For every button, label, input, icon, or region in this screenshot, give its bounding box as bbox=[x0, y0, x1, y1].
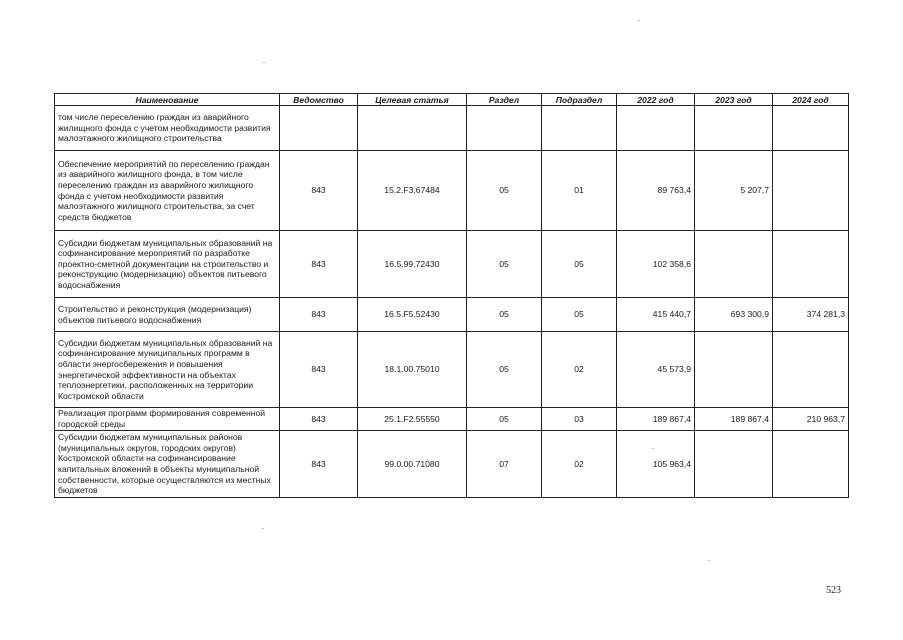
cell-2022: 415 440,7 bbox=[617, 298, 695, 332]
table-row bbox=[55, 231, 849, 298]
cell-subsection: 03 bbox=[542, 408, 617, 431]
cell-section bbox=[467, 106, 542, 151]
cell-2023 bbox=[695, 431, 773, 498]
column-header-vedomstvo: Ведомство bbox=[280, 94, 358, 106]
cell-2022 bbox=[617, 106, 695, 151]
cell-section: 05 bbox=[467, 408, 542, 431]
cell-target-article: 16.5.99.72430 bbox=[358, 231, 467, 298]
budget-table bbox=[54, 93, 849, 498]
cell-vedomstvo bbox=[280, 106, 358, 151]
cell-section: 07 bbox=[467, 431, 542, 498]
column-header-subsection: Подраздел bbox=[542, 94, 617, 106]
cell-vedomstvo: 843 bbox=[280, 231, 358, 298]
cell-subsection: 02 bbox=[542, 332, 617, 408]
cell-2022: 89 763,4 bbox=[617, 151, 695, 231]
table-row bbox=[55, 431, 849, 498]
column-header-target-article: Целевая статья bbox=[358, 94, 467, 106]
cell-2022: 189 867,4 bbox=[617, 408, 695, 431]
cell-name: Субсидии бюджетам муниципальных районов (муниципальных округов, городских округов) Костромской области на софинансирование капитальных вложений в объекты муниципальной собственности, которые осуществляются из местных бюджетов bbox=[55, 431, 280, 498]
cell-2024: 374 281,3 bbox=[773, 298, 849, 332]
cell-name: Субсидии бюджетам муниципальных образований на софинансирование мероприятий по разработке проектно-сметной документации на строительство и реконструкцию (модернизацию) объектов питьевого водоснабжения bbox=[55, 231, 280, 298]
cell-2024 bbox=[773, 106, 849, 151]
cell-2022: 102 358,6 bbox=[617, 231, 695, 298]
table-row bbox=[55, 106, 849, 151]
scan-speck bbox=[708, 560, 710, 561]
cell-2023: 693 300,9 bbox=[695, 298, 773, 332]
column-header-section: Раздел bbox=[467, 94, 542, 106]
cell-target-article: 15.2.F3.67484 bbox=[358, 151, 467, 231]
cell-2024 bbox=[773, 151, 849, 231]
cell-2023 bbox=[695, 231, 773, 298]
cell-name: Строительство и реконструкция (модернизация) объектов питьевого водоснабжения bbox=[55, 298, 280, 332]
cell-target-article: 18.1.00.75010 bbox=[358, 332, 467, 408]
cell-target-article: 99.0.00.71080 bbox=[358, 431, 467, 498]
cell-vedomstvo: 843 bbox=[280, 408, 358, 431]
column-header-2023: 2023 год bbox=[695, 94, 773, 106]
cell-vedomstvo: 843 bbox=[280, 151, 358, 231]
cell-name: том числе переселению граждан из аварийного жилищного фонда с учетом необходимости развития малоэтажного жилищного строительства bbox=[55, 106, 280, 151]
cell-subsection: 01 bbox=[542, 151, 617, 231]
cell-2024 bbox=[773, 231, 849, 298]
cell-vedomstvo: 843 bbox=[280, 332, 358, 408]
table-row bbox=[55, 408, 849, 431]
cell-name: Обеспечение мероприятий по переселению граждан из аварийного жилищного фонда, в том числе переселению граждан из аварийного жилищного фонда с учетом необходимости развития малоэтажного жилищного строительства, за счет средств бюджетов bbox=[55, 151, 280, 231]
table-header-row bbox=[55, 94, 849, 106]
column-header-2022: 2022 год bbox=[617, 94, 695, 106]
cell-name: Реализация программ формирования современной городской среды bbox=[55, 408, 280, 431]
cell-name: Субсидии бюджетам муниципальных образований на софинансирование муниципальных программ в области энергосбережения и повышения энергетической эффективности на объектах теплоэнергетики, расположенных на территории Костромской области bbox=[55, 332, 280, 408]
cell-2023: 5 207,7 bbox=[695, 151, 773, 231]
cell-vedomstvo: 843 bbox=[280, 298, 358, 332]
column-header-name: Наименование bbox=[55, 94, 280, 106]
cell-section: 05 bbox=[467, 151, 542, 231]
cell-target-article bbox=[358, 106, 467, 151]
scan-speck bbox=[262, 528, 264, 529]
cell-subsection: 05 bbox=[542, 231, 617, 298]
cell-target-article: 25.1.F2.55550 bbox=[358, 408, 467, 431]
cell-subsection: 02 bbox=[542, 431, 617, 498]
table-row bbox=[55, 332, 849, 408]
column-header-2024: 2024 год bbox=[773, 94, 849, 106]
cell-subsection: 05 bbox=[542, 298, 617, 332]
cell-2024: 210 963,7 bbox=[773, 408, 849, 431]
cell-2023: 189 867,4 bbox=[695, 408, 773, 431]
cell-2022: 105 963,4 bbox=[617, 431, 695, 498]
cell-section: 05 bbox=[467, 332, 542, 408]
table-row bbox=[55, 298, 849, 332]
cell-2023 bbox=[695, 332, 773, 408]
scan-speck bbox=[263, 62, 265, 63]
table-row bbox=[55, 151, 849, 231]
cell-2023 bbox=[695, 106, 773, 151]
cell-section: 05 bbox=[467, 298, 542, 332]
cell-target-article: 16.5.F5.52430 bbox=[358, 298, 467, 332]
cell-2024 bbox=[773, 332, 849, 408]
cell-section: 05 bbox=[467, 231, 542, 298]
cell-subsection bbox=[542, 106, 617, 151]
cell-2022: 45 573,9 bbox=[617, 332, 695, 408]
cell-vedomstvo: 843 bbox=[280, 431, 358, 498]
scan-speck bbox=[638, 20, 640, 21]
page-number: 523 bbox=[826, 585, 841, 596]
cell-2024 bbox=[773, 431, 849, 498]
